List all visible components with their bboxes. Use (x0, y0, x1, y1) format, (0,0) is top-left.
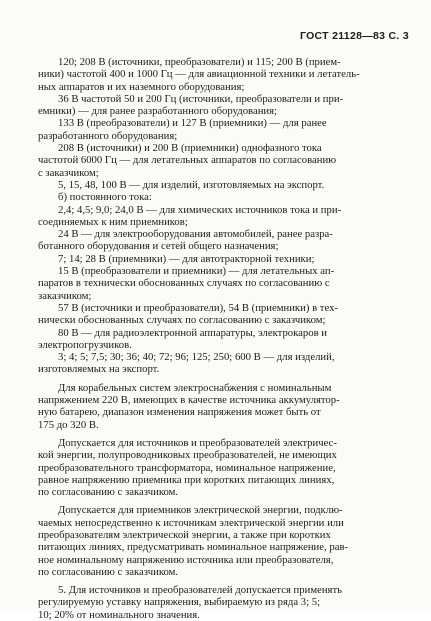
page-number: С. 3 (388, 30, 409, 42)
text-line: чаемых непосредственно к источникам электрической энергии или (38, 516, 344, 529)
text-line: 10; 20% от номинального значения. (38, 608, 200, 621)
paragraph (38, 117, 410, 142)
text-line: 5, 15, 48, 100 В — для изделий, изготовляемых на экспорт. (58, 178, 325, 191)
paragraph (38, 265, 410, 302)
paragraph (38, 204, 410, 229)
standard-number: ГОСТ 21128—83 (299, 30, 386, 42)
text-line: изготовляемых на экспорт. (38, 363, 160, 376)
text-line: 15 В (преобразователи и приемники) — для летательных ап- (58, 265, 335, 278)
text-line: 120; 208 В (источники, преобразователи) и 115; 200 В (прием- (58, 56, 341, 68)
text-line: 36 В частотой 50 и 200 Гц (источники, преобразователи и при- (58, 92, 344, 105)
text-line: ную батарею, диапазон изменения напряжения может быть от (38, 406, 321, 419)
text-line: ное номинальному напряжению источника или преобразователя, (38, 553, 334, 566)
text-line: равное напряжению приемника при коротких питающих линиях, (38, 473, 335, 486)
paragraph (38, 302, 410, 327)
text-line: Допускается для источников и преобразователей электричес- (58, 436, 337, 449)
paragraph (38, 584, 410, 621)
paragraph (38, 228, 410, 253)
text-line: б) постоянного тока: (58, 191, 152, 204)
document-body (38, 56, 410, 621)
text-line: 208 В (источники) и 200 В (приемники) однофазного тока (58, 142, 322, 155)
text-line: Для корабельных систем электроснабжения с номинальным (58, 381, 332, 394)
paragraph (38, 382, 410, 431)
paragraph (38, 93, 410, 118)
text-line: электропогрузчиков. (38, 338, 132, 351)
paragraph (38, 56, 410, 93)
paragraph (38, 351, 410, 376)
paragraph (38, 327, 410, 352)
text-line: 7; 14; 28 В (приемники) — для автотракторной техники; (58, 252, 315, 265)
paragraph (38, 191, 410, 203)
text-line: по согласованию с заказчиком. (38, 565, 179, 578)
text-line: 3; 4; 5; 7,5; 30; 36; 40; 72; 96; 125; 250; 600 В — для изделий, (58, 351, 335, 364)
text-line: 133 В (преобразователи) и 127 В (приемники) — для ранее (58, 117, 327, 130)
text-line: 2,4; 4,5; 9,0; 24,0 В — для химических источников тока и при- (58, 203, 342, 216)
text-line: преобразовательного трансформатора, номинальное напряжение, (38, 461, 336, 474)
text-line: ботанного оборудования и сетей общего назначения; (38, 240, 279, 253)
text-line: 80 В — для радиоэлектронной аппаратуры, электрокаров и (58, 326, 328, 339)
text-line: емники) — для ранее разработанного оборудования; (38, 105, 278, 118)
text-line: Допускается для приемников электрической энергии, подклю- (58, 504, 343, 517)
text-line: 5. Для источников и преобразователей допускается применять (58, 584, 343, 597)
paragraph (38, 142, 410, 179)
text-line: по согласованию с заказчиком. (38, 486, 179, 499)
text-line: 24 В — для электрооборудования автомобилей, ранее разра- (58, 228, 333, 241)
text-line: преобразователям электрической энергии, а также при коротких (38, 528, 331, 541)
text-line: ники) частотой 400 и 1000 Гц — для авиационной техники и летатель- (38, 68, 360, 81)
text-line: соединяемых к ним приемников; (38, 215, 188, 228)
text-line: частотой 6000 Гц — для летательных аппаратов по согласованию (38, 154, 337, 167)
paragraph (38, 253, 410, 265)
text-line: нически обоснованных случаях по согласованию с заказчиком; (38, 314, 326, 327)
text-line: 57 В (источники и преобразователи), 54 В (приемники) в тех- (58, 301, 338, 314)
text-line: паратов в технически обоснованных случаях по согласованию с (38, 277, 330, 290)
text-line: заказчиком; (38, 289, 92, 302)
text-line: кой энергии, полупроводниковых преобразователей, не имеющих (38, 449, 337, 462)
paragraph (38, 179, 410, 191)
paragraph (38, 504, 410, 578)
page-header (300, 30, 409, 42)
paragraph (38, 437, 410, 498)
text-line: ных аппаратов и их наземного оборудования; (38, 80, 245, 93)
text-line: 175 до 320 В. (38, 418, 99, 431)
text-line: питающих линиях, предусматривать номинальное напряжение, рав- (38, 541, 349, 554)
text-line: разработанного оборудования; (38, 129, 178, 142)
text-line: напряжением 220 В, имеющих в качестве источника аккумулятор- (38, 394, 340, 407)
text-line: регулируемую уставку напряжения, выбираемую из ряда 3; 5; (38, 596, 321, 609)
text-line: с заказчиком; (38, 166, 99, 179)
